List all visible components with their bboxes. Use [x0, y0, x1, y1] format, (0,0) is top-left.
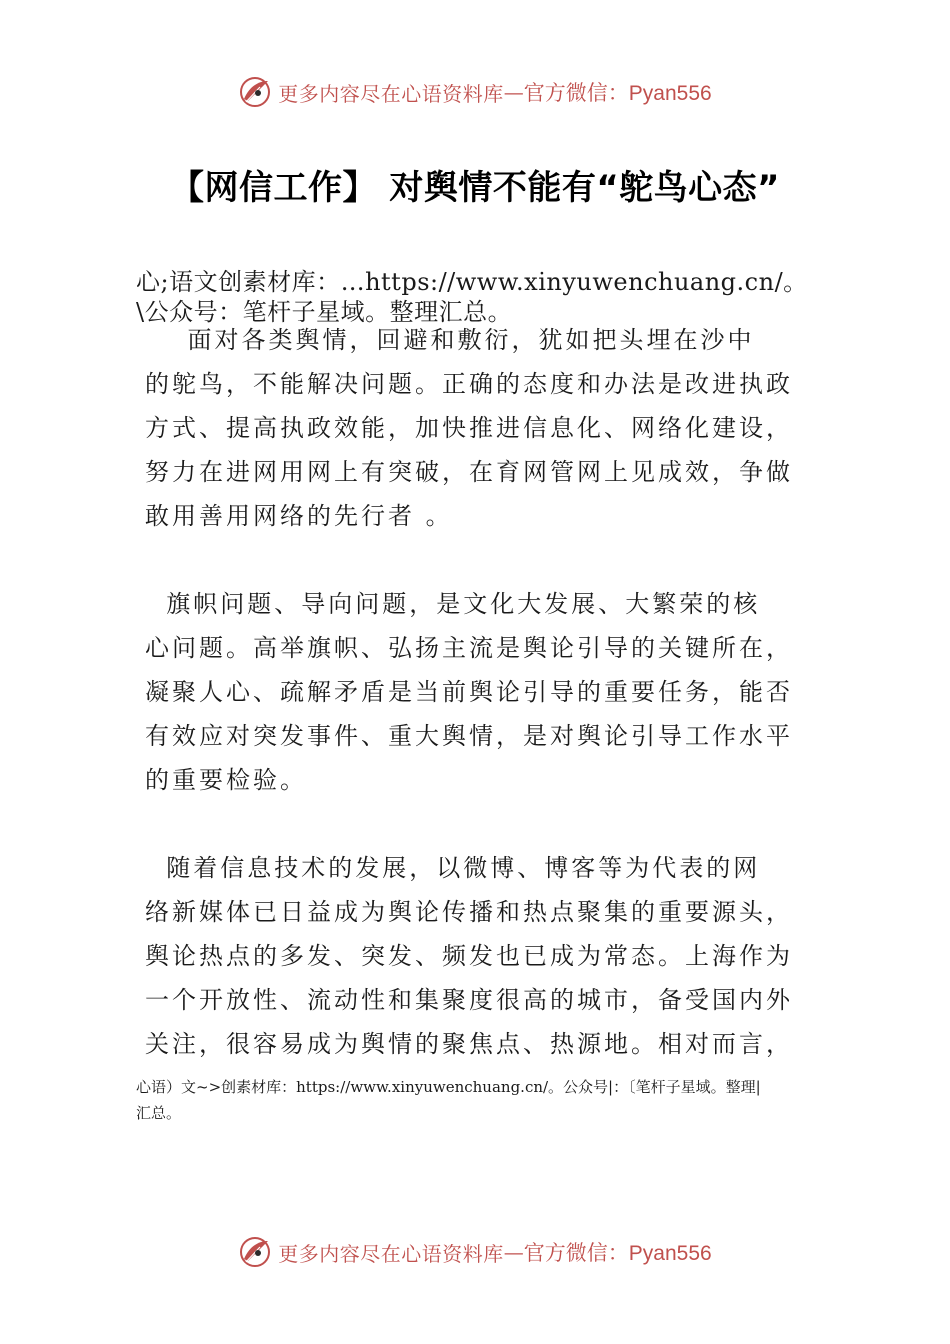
paragraph-1 [145, 318, 815, 538]
feather-logo-icon [238, 75, 272, 109]
banner-separator: — [503, 1240, 524, 1264]
paragraph-line: 关注，很容易成为舆情的聚焦点、热源地。相对而言， [145, 1030, 793, 1058]
paragraph-line: 有效应对突发事件、重大舆情，是对舆论引导工作水平 [145, 722, 793, 750]
footnote-line-2: 汇总。 [136, 1104, 182, 1122]
banner-wechat: 官方微信：Pyan556 [523, 82, 712, 105]
paragraph-line: 心问题。高举旗帜、弘扬主流是舆论引导的关键所在， [145, 634, 793, 662]
banner-separator: — [503, 80, 524, 104]
paragraph-line: 的鸵鸟，不能解决问题。正确的态度和办法是改进执政 [145, 370, 793, 398]
paragraph-line: 方式、提高执政效能，加快推进信息化、网络化建设， [145, 414, 793, 442]
paragraph-line: 旗帜问题、导向问题，是文化大发展、大繁荣的核 [145, 590, 761, 618]
footnote-line-1: 心语）文~>创素材库：https://www.xinyuwenchuang.cn/。公众号|：〔笔杆子星域。整理| [136, 1078, 761, 1096]
page-title: 【网信工作】 对舆情不能有“鸵鸟心态” [169, 168, 781, 208]
feather-logo-icon [238, 1235, 272, 1269]
paragraph-line: 努力在进网用网上有突破，在育网管网上见成效，争做 [145, 458, 793, 486]
paragraph-line: 络新媒体已日益成为舆论传播和热点聚集的重要源头， [145, 898, 793, 926]
paragraph-line: 敢用善用网络的先行者 。 [145, 502, 453, 530]
header-banner [0, 70, 950, 114]
footer-banner [0, 1230, 950, 1274]
source-line-2: \公众号：笔杆子星域。整理汇总。 [136, 298, 513, 326]
paragraph-line: 随着信息技术的发展，以微博、博客等为代表的网 [145, 854, 761, 882]
paragraph-line: 凝聚人心、疏解矛盾是当前舆论引导的重要任务，能否 [145, 678, 793, 706]
source-line-1: 心;语文创素材库：…https://www.xinyuwenchuang.cn/。 [136, 268, 808, 296]
paragraph-line: 面对各类舆情，回避和敷衍，犹如把头埋在沙中 [145, 326, 755, 354]
paragraph-line: 一个开放性、流动性和集聚度很高的城市，备受国内外 [145, 986, 793, 1014]
banner-text: 更多内容尽在心语资料库 [278, 81, 504, 106]
paragraph-line: 的重要检验。 [145, 766, 307, 794]
banner-wechat: 官方微信：Pyan556 [523, 1242, 712, 1265]
paragraph-3 [145, 846, 815, 1066]
banner-text: 更多内容尽在心语资料库 [278, 1241, 504, 1266]
paragraph-2 [145, 582, 815, 802]
paragraph-line: 舆论热点的多发、突发、频发也已成为常态。上海作为 [145, 942, 793, 970]
